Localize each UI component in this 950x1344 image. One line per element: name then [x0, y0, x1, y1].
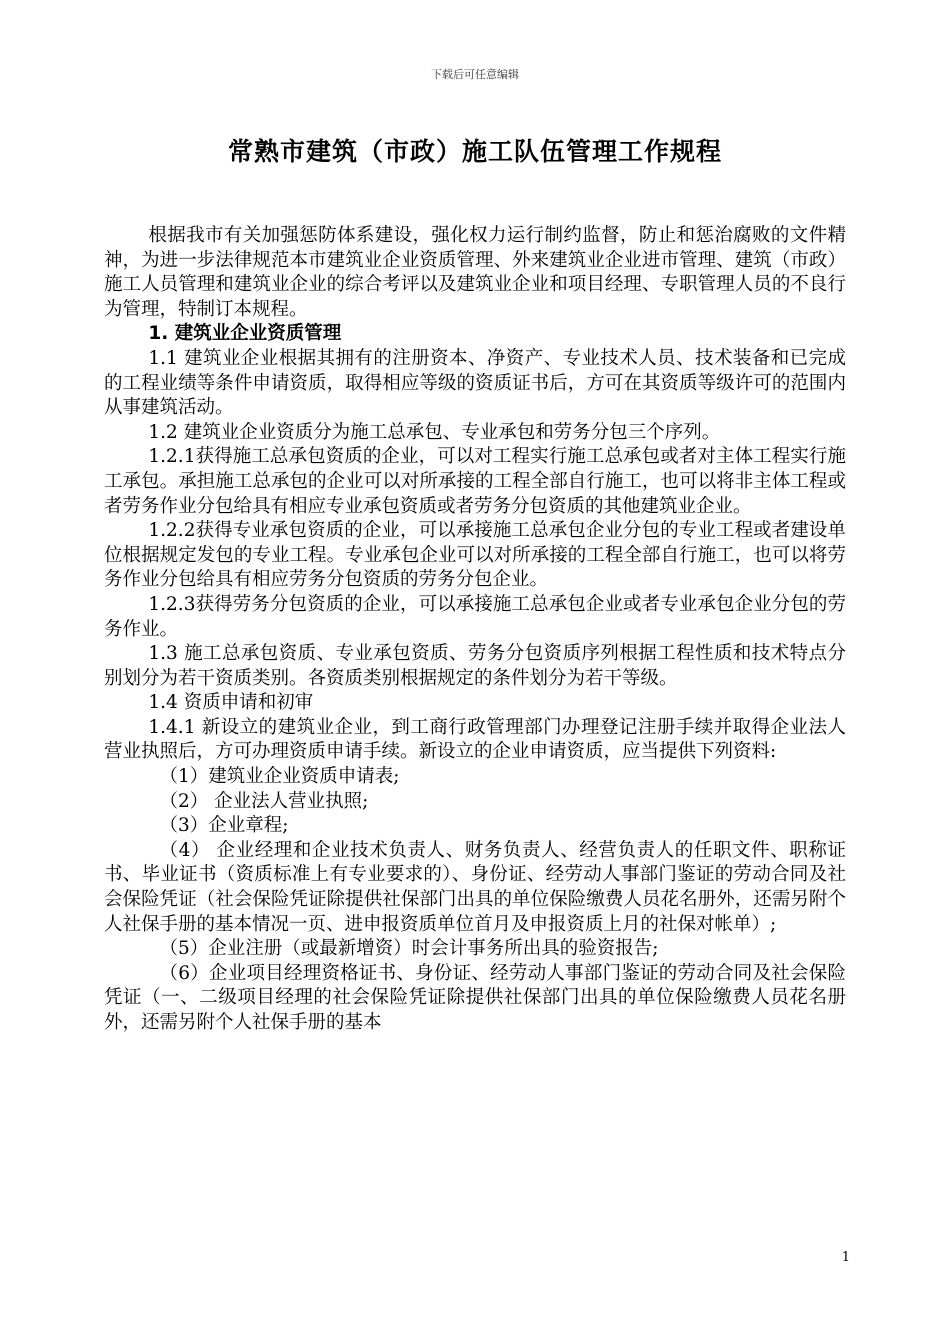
list-item: （1）建筑业企业资质申请表;: [159, 766, 400, 788]
list-item: （4） 企业经理和企业技术负责人、财务负责人、经营负责人的任职文件、职称证书、毕业证书（资质标准上有专业要求的）、身份证、经劳动人事部门鉴证的劳动合同及社会保险凭证（社会保险凭证除提供社保部门出具的单位保险缴费人员花名册外，还需另附个人社保手册的基本情况一页、进申报资质单位首月及申报资质上月的社保对帐单）;: [104, 839, 846, 935]
clause-paragraph: 1.4 资质申请和初审: [148, 692, 314, 714]
clause-paragraph: 1.2 建筑业企业资质分为施工总承包、专业承包和劳务分包三个序列。: [148, 421, 721, 443]
subclause-paragraph: 1.2.3获得劳务分包资质的企业，可以承接施工总承包企业或者专业承包企业分包的劳务作业。: [104, 593, 846, 640]
document-body: [104, 224, 846, 1036]
intro-paragraph: 根据我市有关加强惩防体系建设，强化权力运行制约监督，防止和惩治腐败的文件精神，为进一步法律规范本市建筑业企业资质管理、外来建筑业企业进市管理、建筑（市政）施工人员管理和建筑业企业的综合考评以及建筑业企业和项目经理、专职管理人员的不良行为管理，特制订本规程。: [104, 225, 846, 320]
clause-paragraph: 1.4.1 新设立的建筑业企业，到工商行政管理部门办理登记注册手续并取得企业法人营业执照后，方可办理资质申请手续。新设立的企业申请资质，应当提供下列资料:: [104, 716, 846, 763]
page-number: 1: [841, 1250, 850, 1265]
clause-paragraph: 1.1 建筑业企业根据其拥有的注册资本、净资产、专业技术人员、技术装备和已完成的工程业绩等条件申请资质，取得相应等级的资质证书后，方可在其资质等级许可的范围内从事建筑活动。: [104, 347, 846, 419]
document-title: 常熟市建筑（市政）施工队伍管理工作规程: [227, 137, 722, 166]
list-item: （6）企业项目经理资格证书、身份证、经劳动人事部门鉴证的劳动合同及社会保险凭证（一、二级项目经理的社会保险凭证除提供社保部门出具的单位保险缴费人员花名册外，还需另附个人社保手册的基本: [104, 962, 846, 1033]
subclause-paragraph: 1.2.2获得专业承包资质的企业，可以承接施工总承包企业分包的专业工程或者建设单位根据规定发包的专业工程。专业承包企业可以对所承接的工程全部自行施工，也可以将劳务作业分包给具有相应劳务分包资质的劳务分包企业。: [104, 520, 846, 591]
list-item: （3）企业章程;: [159, 815, 289, 837]
page-header-note: 下载后可任意编辑: [431, 68, 519, 81]
list-item: （2） 企业法人营业执照;: [159, 790, 369, 812]
section-heading: 1. 建筑业企业资质管理: [148, 323, 342, 345]
clause-paragraph: 1.3 施工总承包资质、专业承包资质、劳务分包资质序列根据工程性质和技术特点分别划分为若干资质类别。各资质类别根据规定的条件划分为若干等级。: [104, 643, 846, 689]
list-item: （5）企业注册（或最新增资）时会计事务所出具的验资报告;: [159, 938, 659, 960]
subclause-paragraph: 1.2.1获得施工总承包资质的企业，可以对工程实行施工总承包或者对主体工程实行施工承包。承担施工总承包的企业可以对所承接的工程全部自行施工，也可以将非主体工程或者劳务作业分包给具有相应专业承包资质或者劳务分包资质的其他建筑业企业。: [104, 446, 846, 517]
